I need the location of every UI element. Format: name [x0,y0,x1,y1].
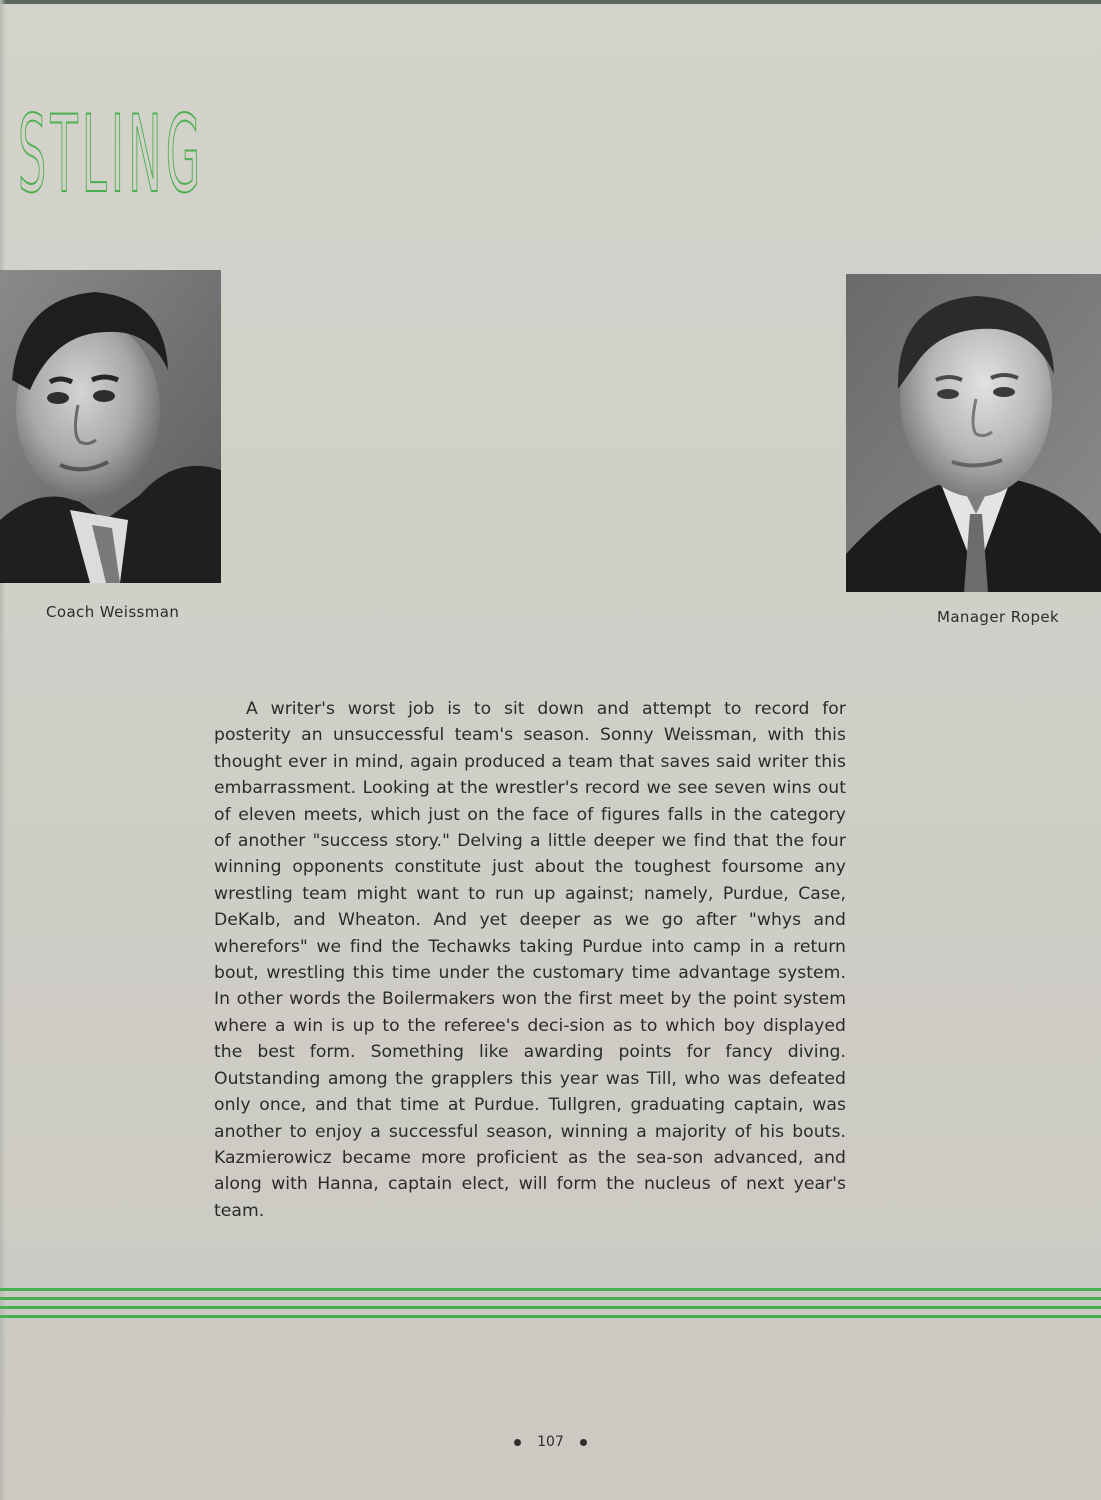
decorative-rule [0,1315,1101,1318]
decorative-rule [0,1306,1101,1309]
manager-portrait-photo [846,274,1101,592]
page-binding-shadow [0,0,6,1500]
page-footer [0,1434,1101,1450]
manager-caption: Manager Ropek [937,608,1060,626]
coach-portrait-photo [0,270,221,583]
page-top-edge [0,0,1101,4]
coach-caption: Coach Weissman [46,603,180,621]
bullet-dot-icon [514,1439,521,1446]
page-number: 107 [537,1434,564,1450]
article-body: A writer's worst job is to sit down and attempt to record for posterity an unsuccessful team's season. Sonny Weissman, with this thought ever in mind, again produced a team that saves said writer this embarrassment. Looking at the wrestler's record we see seven wins out of eleven meets, which just on the face of figures falls in the category of another "success story." Delving a little deeper we find that the four winning opponents constitute just about the toughest foursome any wrestling team might want to run up against; namely, Purdue, Case, DeKalb, and Wheaton. And yet deeper as we go after "whys and wherefors" we find the Techawks taking Purdue into camp in a return bout, wrestling this time under the customary time advantage system. In other words the Boilermakers won the first meet by the point system where a win is up to the referee's deci-sion as to which boy displayed the best form. Something like awarding points for fancy diving. Outstanding among the grapplers this year was Till, who was defeated only once, and that time at Purdue. Tullgren, graduating captain, was another to enjoy a successful season, winning a majority of his bouts. Kazmierowicz became more proficient as the sea-son advanced, and along with Hanna, captain elect, will form the nucleus of next year's team. [214,699,846,1221]
manager-portrait-image [846,274,1101,592]
decorative-rule [0,1297,1101,1300]
decorative-rules [0,1288,1101,1324]
bullet-dot-icon [580,1439,587,1446]
coach-portrait-image [0,270,221,583]
page-title: STLING [18,93,205,216]
decorative-rule [0,1288,1101,1291]
